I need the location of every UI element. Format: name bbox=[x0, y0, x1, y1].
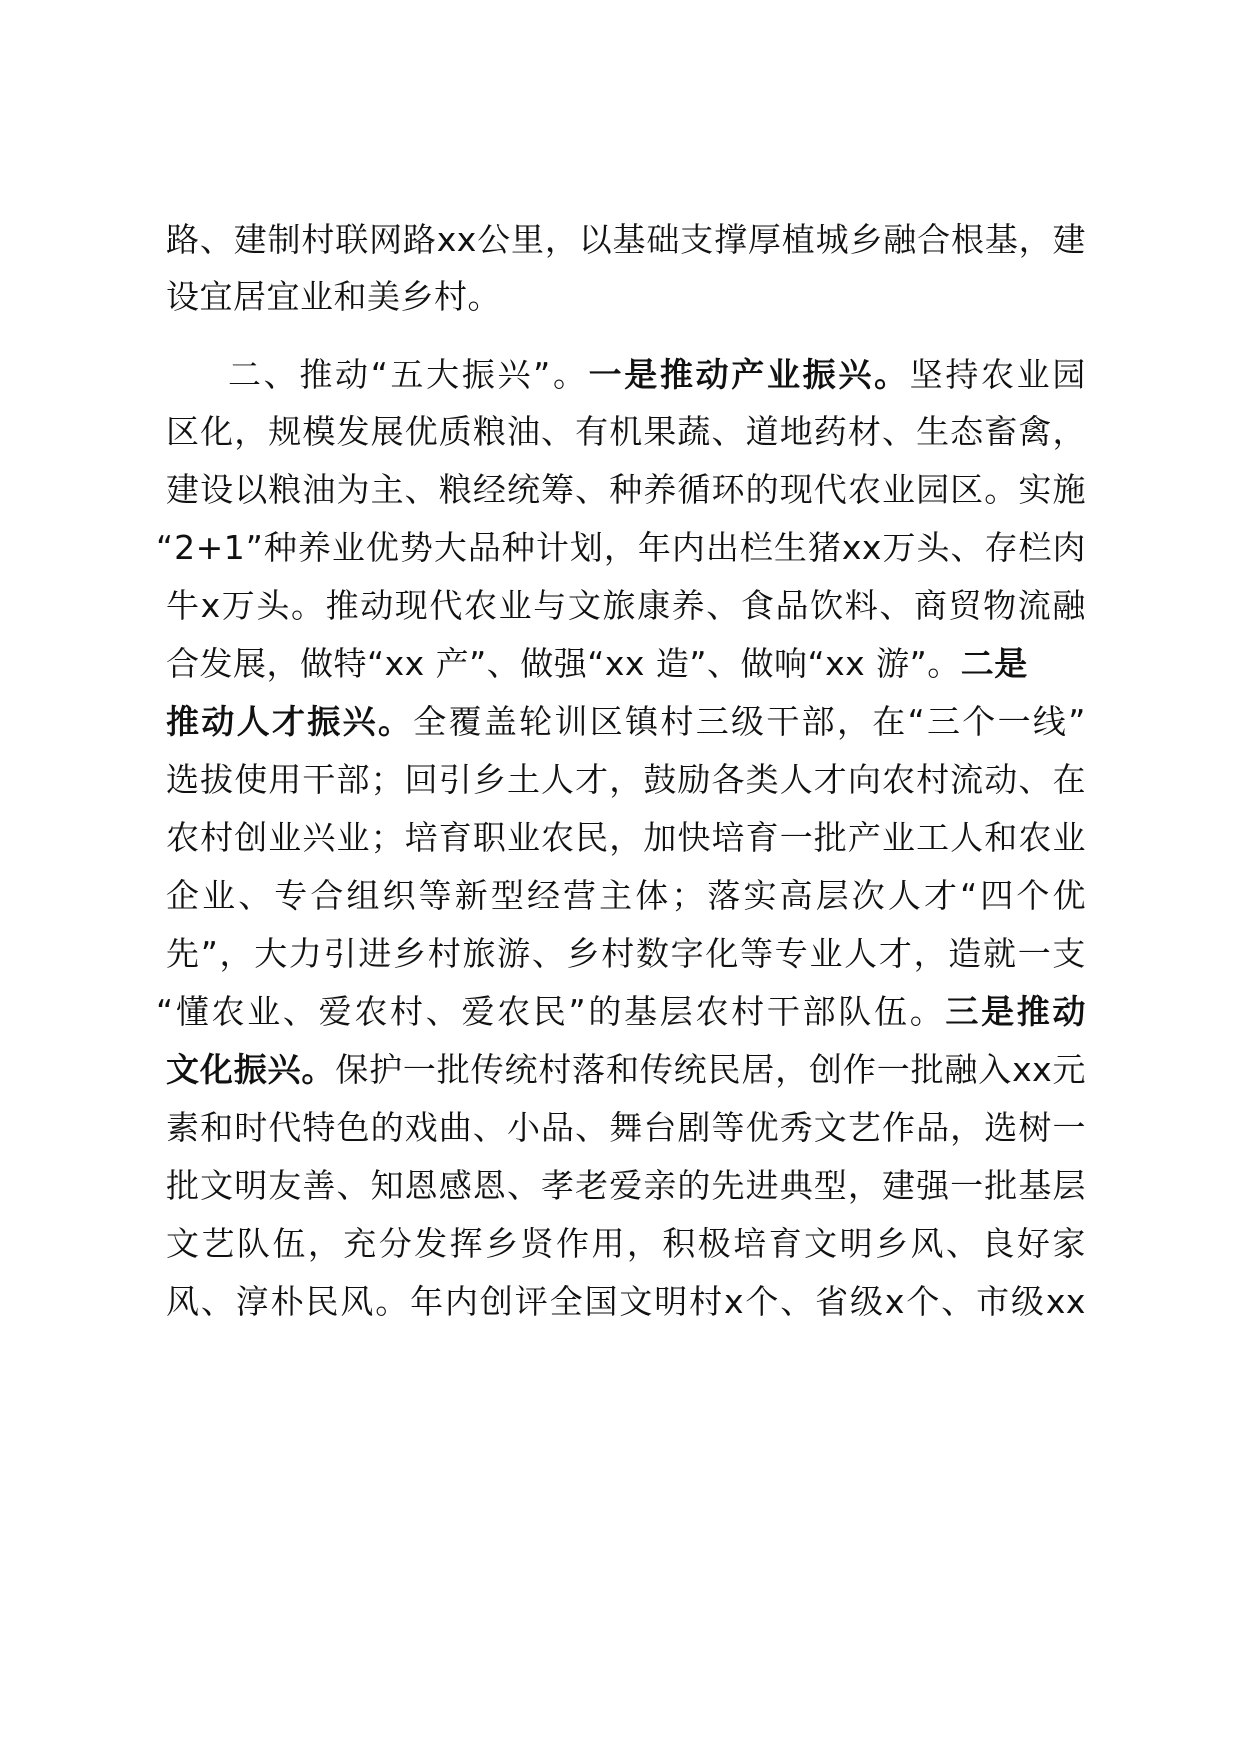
text-line: 区 化 ， 规 模 发 展 优 质 粮 油 、 有 机 果 蔬 、 道 地 药 材 、 生 态 畜 禽 ， bbox=[166, 412, 1086, 451]
text-line: 牛 x 万 头 。 推 动 现 代 农 业 与 文 旅 康 养 、 食 品 饮 料 、 商 贸 物 流 融 bbox=[166, 586, 1086, 625]
text-line: 文 艺 队 伍 ， 充 分 发 挥 乡 贤 作 用 ， 积 极 培 育 文 明 乡 风 、 良 好 家 bbox=[166, 1224, 1086, 1263]
text-line: 企 业 、 专 合 组 织 等 新 型 经 营 主 体 ； 落 实 高 层 次 人 才 “ 四 个 优 bbox=[166, 876, 1086, 915]
text-line: 选 拔 使 用 干 部 ； 回 引 乡 土 人 才 ， 鼓 励 各 类 人 才 向 农 村 流 动 、 在 bbox=[166, 760, 1086, 799]
text-line bbox=[166, 265, 1086, 329]
text-line bbox=[166, 632, 1086, 696]
text-line: 建 设 以 粮 油 为 主 、 粮 经 统 筹 、 种 养 循 环 的 现 代 农 业 园 区 。 实 施 bbox=[166, 470, 1086, 509]
text-line: 先 ” ， 大 力 引 进 乡 村 旅 游 、 乡 村 数 字 化 等 专 业 人 才 ， 造 就 一 支 bbox=[166, 934, 1086, 973]
text-segment: 设宜居宜业和美乡村。 bbox=[166, 277, 501, 316]
text-line: 二 、 推 动 “ 五 大 振 兴 ” 。 一 是 推 动 产 业 振 兴 。 坚 持 农 业 园 bbox=[228, 355, 1086, 394]
text-line: 风 、 淳 朴 民 风 。 年 内 创 评 全 国 文 明 村 x 个 、 省 级 x 个 、 市 级 xx bbox=[166, 1282, 1086, 1321]
text-line: 推 动 人 才 振 兴 。 全 覆 盖 轮 训 区 镇 村 三 级 干 部 ， 在 “ 三 个 一 线 ” bbox=[166, 702, 1086, 741]
text-line: 批 文 明 友 善 、 知 恩 感 恩 、 孝 老 爱 亲 的 先 进 典 型 ， 建 强 一 批 基 层 bbox=[166, 1166, 1086, 1205]
text-line: 路 、 建 制 村 联 网 路 xx 公 里 ， 以 基 础 支 撑 厚 植 城 乡 融 合 根 基 ， 建 bbox=[166, 220, 1086, 259]
text-line: 农 村 创 业 兴 业 ； 培 育 职 业 农 民 ， 加 快 培 育 一 批 产 业 工 人 和 农 业 bbox=[166, 818, 1086, 857]
text-line: “ 懂 农 业 、 爱 农 村 、 爱 农 民 ” 的 基 层 农 村 干 部 队 伍 。 三 是 推 动 bbox=[156, 992, 1086, 1031]
text-line: “ 2+1 ” 种 养 业 优 势 大 品 种 计 划 ， 年 内 出 栏 生 猪 xx 万 头 、 存 栏 肉 bbox=[156, 528, 1086, 567]
bold-heading-text: 二是 bbox=[960, 644, 1028, 683]
text-line: 文 化 振 兴 。 保 护 一 批 传 统 村 落 和 传 统 民 居 ， 创 作 一 批 融 入 xx 元 bbox=[166, 1050, 1086, 1089]
text-segment: 合发展，做特“xx 产”、做强“xx 造”、做响“xx 游”。 bbox=[166, 644, 961, 683]
text-line: 素 和 时 代 特 色 的 戏 曲 、 小 品 、 舞 台 剧 等 优 秀 文 艺 作 品 ， 选 树 一 bbox=[166, 1108, 1086, 1147]
